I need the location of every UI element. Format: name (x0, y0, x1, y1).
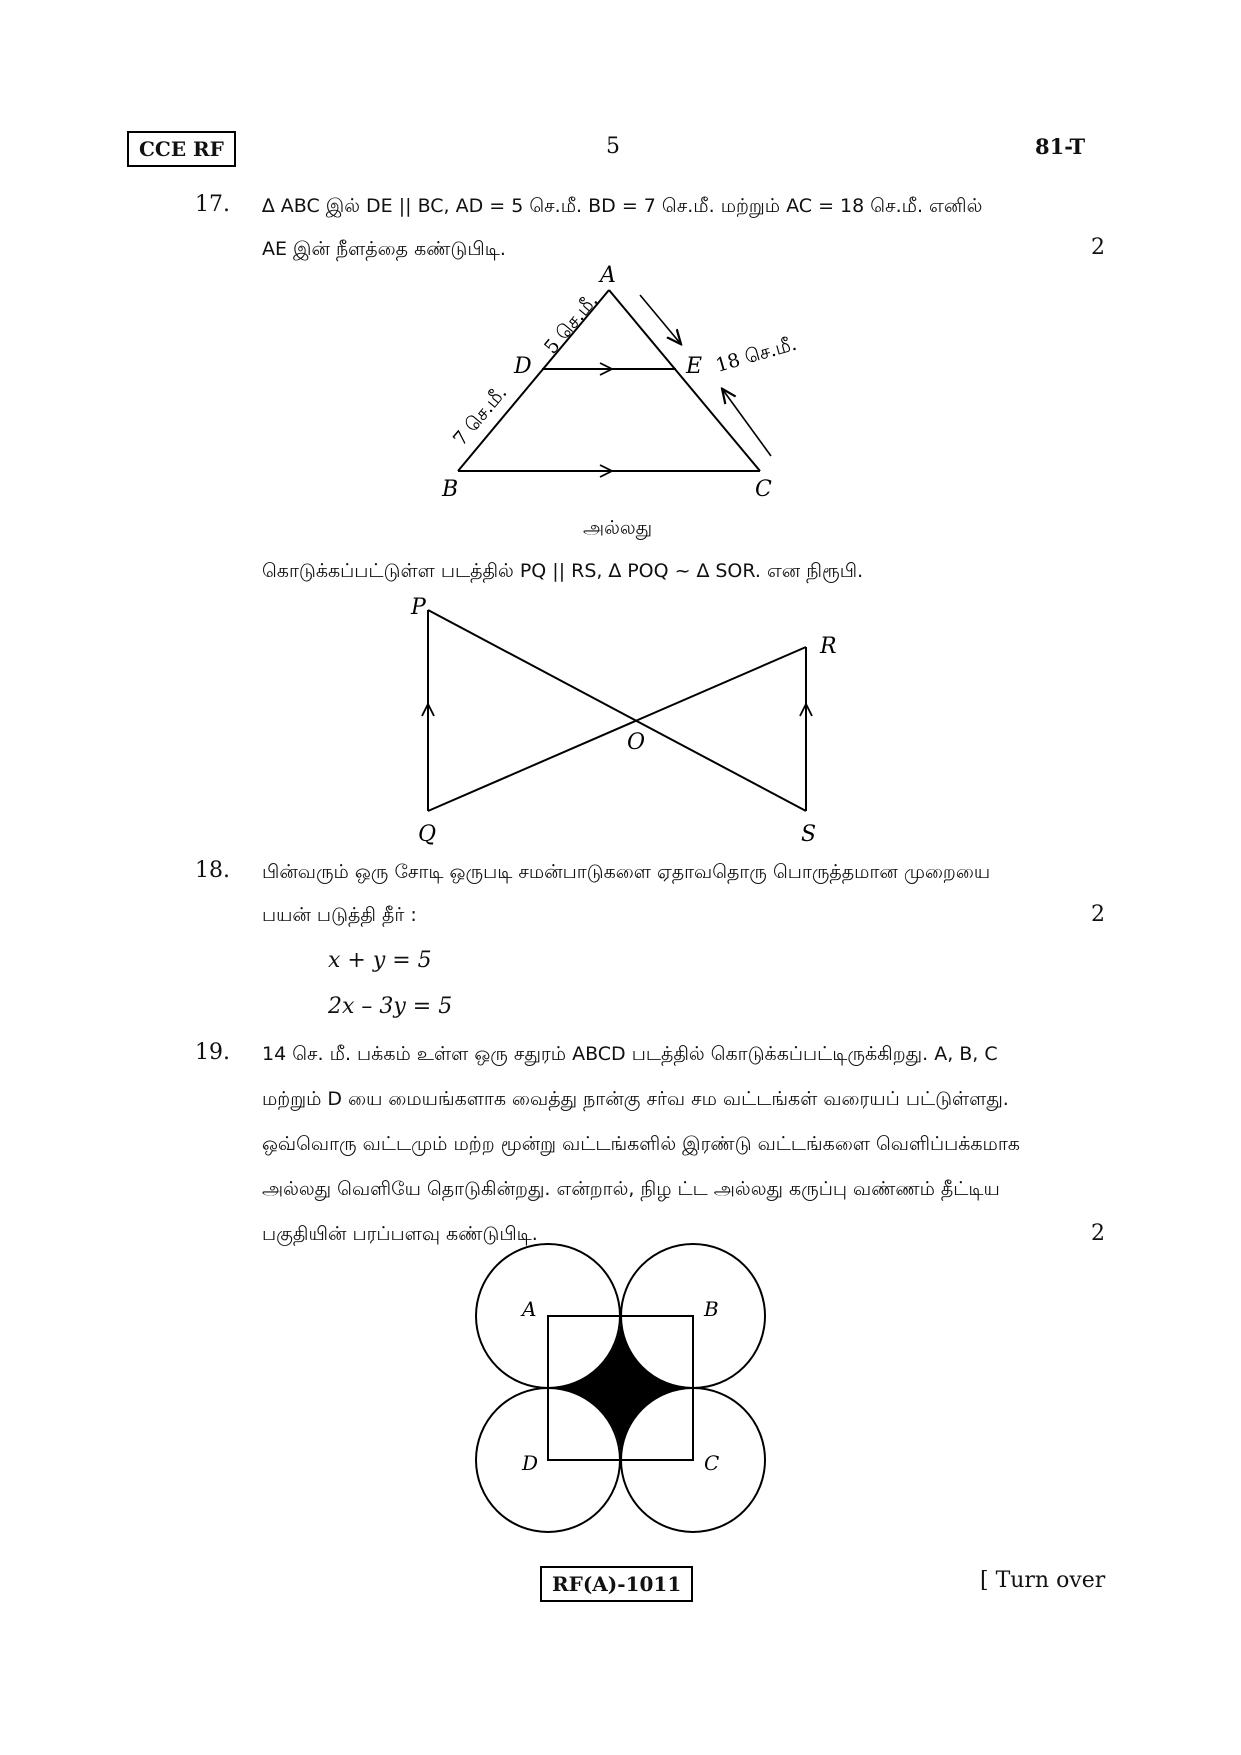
segment-qr (428, 647, 806, 811)
point-label-d: D (514, 354, 532, 379)
triangle-figure (420, 260, 820, 505)
paper-series-label: CCE RF (127, 131, 236, 167)
question-text-line: பின்வரும் ஒரு சோடி ஒருபடி சமன்பாடுகளை ஏதாவதொரு பொருத்தமான முறையை (262, 861, 991, 883)
question-text-line: ஒவ்வொரு வட்டமும் மற்ற மூன்று வட்டங்களில் இரண்டு வட்டங்களை வெளிப்பக்கமாக (262, 1133, 1020, 1155)
vertex-label-c: C (755, 477, 772, 502)
question-text-line: மற்றும் D யை மையங்களாக வைத்து நான்கு சர்வ சம வட்டங்கள் வரையப் பட்டுள்ளது. (262, 1088, 1009, 1110)
shaded-region (548, 1316, 693, 1460)
question-text-line: AE இன் நீளத்தை கண்டுபிடி. (262, 238, 506, 260)
question-number: 17. (195, 192, 230, 217)
paper-code: 81-T (1035, 134, 1086, 159)
dimension-arrow-up (723, 390, 771, 456)
marks: 2 (1091, 235, 1105, 260)
footer-code: RF(A)-1011 (540, 1566, 693, 1602)
question-text-line: ∆ ABC இல் DE || BC, AD = 5 செ.மீ. BD = 7 செ.மீ. மற்றும் AC = 18 செ.மீ. எனில் (262, 195, 983, 217)
equation: x + y = 5 (328, 948, 432, 973)
point-label-r: R (820, 634, 837, 659)
or-separator: அல்லது (583, 517, 653, 539)
vertex-label-b: B (704, 1297, 719, 1321)
vertex-label-d: D (522, 1451, 539, 1475)
segment-ps (428, 610, 806, 811)
turn-over-note: [ Turn over (980, 1568, 1106, 1593)
question-number: 19. (195, 1040, 230, 1065)
vertex-label-c: C (704, 1451, 720, 1475)
point-label-o: O (627, 730, 646, 755)
length-label-bd: 7 செ.மீ. (448, 381, 512, 451)
vertex-label-b: B (442, 477, 459, 502)
length-label-ad: 5 செ.மீ. (539, 289, 603, 359)
question-number: 18. (195, 858, 230, 883)
equation: 2x – 3y = 5 (328, 994, 453, 1019)
crossed-lines-figure (400, 592, 840, 847)
point-label-s: S (801, 822, 817, 847)
point-label-e: E (686, 354, 703, 379)
point-label-q: Q (418, 822, 437, 847)
marks: 2 (1091, 902, 1105, 927)
page-number: 5 (606, 134, 620, 159)
question-text-line: அல்லது வெளியே தொடுகின்றது. என்றால், நிழ ட்ட அல்லது கருப்பு வண்ணம் தீட்டிய (262, 1178, 1000, 1200)
marks: 2 (1091, 1221, 1105, 1246)
side-ac (609, 290, 760, 471)
circles-square-figure (470, 1240, 780, 1550)
question-text-line: பகுதியின் பரப்பளவு கண்டுபிடி. (262, 1223, 538, 1245)
question-text-line: 14 செ. மீ. பக்கம் உள்ள ஒரு சதுரம் ABCD படத்தில் கொடுக்கப்பட்டிருக்கிறது. A, B, C (262, 1043, 998, 1065)
question-text-line: கொடுக்கப்பட்டுள்ள படத்தில் PQ || RS, ∆ POQ ~ ∆ SOR. என நிரூபி. (262, 560, 864, 582)
question-text-line: பயன் படுத்தி தீர் : (262, 904, 417, 926)
vertex-label-a: A (600, 263, 616, 288)
point-label-p: P (411, 595, 426, 620)
length-label-ac: 18 செ.மீ. (713, 332, 800, 377)
vertex-label-a: A (522, 1297, 537, 1321)
